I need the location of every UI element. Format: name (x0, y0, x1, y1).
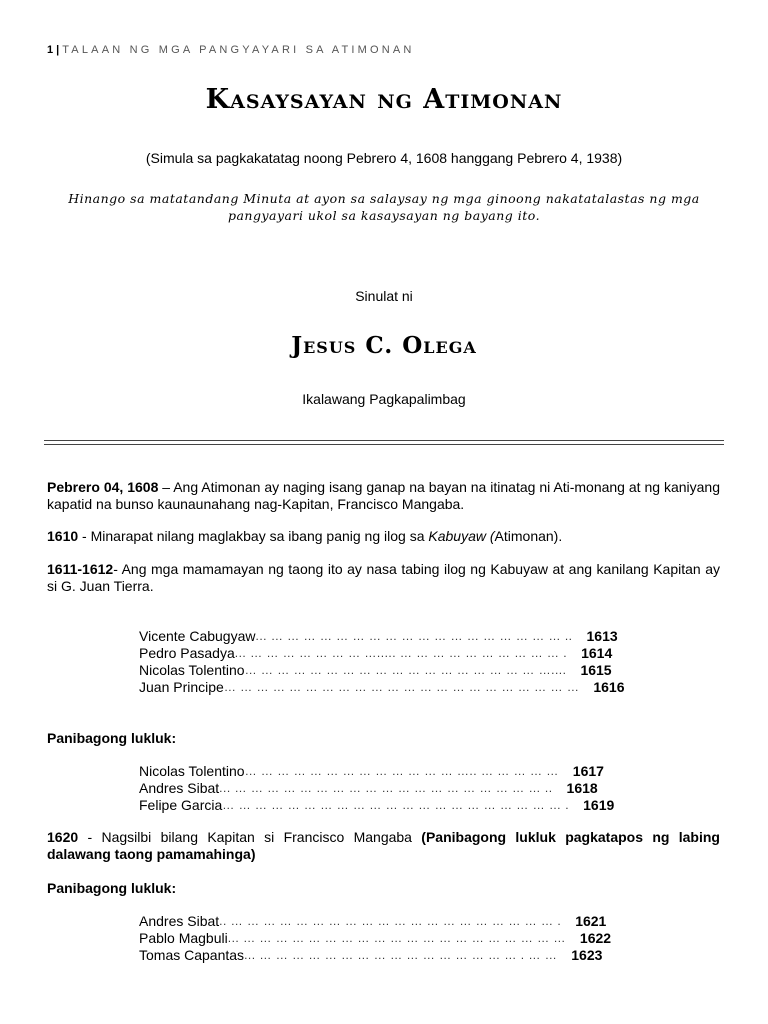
entry-note: (Panibagong lukluk pagkatapos ng labing dalawang taong pamamahinga) (47, 829, 720, 862)
captain-list-3 (139, 913, 612, 964)
dot-leader: ... … … … … … … … … … … … … … … … … … … … … (227, 931, 566, 945)
entry-text: - Nagsilbi bilang Kapitan si Francisco Mangaba (78, 829, 422, 845)
captain-name: Nicolas Tolentino (139, 763, 245, 779)
term-year: 1617 (572, 763, 604, 779)
captain-name: Felipe Garcia (139, 797, 223, 813)
list-item (139, 662, 612, 679)
entry-date: Pebrero 04, 1608 (47, 479, 159, 495)
term-year: 1614 (581, 645, 613, 661)
intro-note: Hinango sa matatandang Minuta at ayon sa salaysay ng mga ginoong nakatatalastas ng mga pangyayari ukol sa kasaysayan ng bayang ito. (68, 191, 700, 223)
author-name: Jesus C. Olega (291, 332, 477, 359)
byline: Sinulat ni (355, 288, 413, 304)
term-year: 1622 (579, 930, 612, 946)
running-header (47, 44, 415, 56)
dot-leader: .. … … … … … … … … … … … … … … … … … … … … . (219, 914, 562, 928)
captain-name: Pedro Pasadya (139, 645, 235, 661)
captain-name: Juan Principe (139, 679, 224, 695)
captain-name: Pablo Magbuli (139, 930, 228, 946)
term-year: 1621 (575, 913, 607, 929)
list-item (139, 679, 625, 696)
dot-leader: ... … … … … … … … … … … … … … … … … … … … .. (219, 781, 553, 795)
dot-leader: … … … … … … … … … … … … … ….. … … … … … (244, 764, 559, 778)
captain-name: Andres Sibat (139, 780, 220, 796)
entry-date: 1611-1612 (47, 561, 114, 577)
dot-leader: ... … … … … … … … …..... … … … … … … … … … … . (234, 646, 568, 660)
edition-label: Ikalawang Pagkapalimbag (302, 391, 466, 407)
entry-1608 (47, 479, 720, 513)
dot-leader: … … … … … … … … … … … … … … … … … … … … … . (222, 798, 570, 812)
term-year: 1616 (593, 679, 625, 695)
list-heading: Panibagong lukluk: (47, 730, 177, 746)
list-item (139, 645, 613, 662)
dot-leader: ... … … … … … … … … … … … … … … … … … … .. (255, 629, 573, 643)
list-item (139, 628, 618, 645)
entry-text: – Ang Atimonan ay naging isang ganap na bayan na itinatag ni Ati-monang at ng kaniyang kapatid na bunso kaunaunahang nag-Kapitan, Francisco Mangaba. (47, 479, 721, 512)
term-year: 1615 (580, 662, 612, 678)
list-item (139, 913, 607, 930)
list-item (139, 947, 603, 964)
dot-leader: ... … … … … … … … … … … … … … … … … . … … (244, 948, 558, 962)
term-year: 1618 (566, 780, 598, 796)
list-item (139, 797, 615, 814)
term-year: 1623 (571, 947, 603, 963)
captain-name: Tomas Capantas (139, 947, 245, 963)
captain-list-1 (139, 628, 625, 696)
captain-name: Andres Sibat (139, 913, 220, 929)
divider-rule-thin (44, 444, 724, 445)
document-title: Kasaysayan ng Atimonan (205, 84, 563, 115)
entry-text: - Minarapat nilang maglakbay sa ibang panig ng ilog sa (78, 528, 429, 544)
entry-1611 (47, 561, 720, 595)
entry-text-end: Atimonan). (494, 528, 563, 544)
divider-rule (44, 440, 724, 441)
captain-name: Nicolas Tolentino (139, 662, 245, 678)
dot-leader: … … … … … … … … … … … … … … … … … … … … … … (223, 680, 580, 694)
header-separator: | (56, 44, 60, 56)
term-year: 1613 (586, 628, 618, 644)
dot-leader: … … … … … … … … … … … … … … … … … … ….... (244, 663, 567, 677)
captain-name: Vicente Cabugyaw (139, 628, 256, 644)
list-item (139, 780, 599, 797)
entry-1620 (47, 829, 720, 863)
running-title: TALAAN NG MGA PANGYAYARI SA ATIMONAN (62, 44, 415, 56)
captain-list-2 (139, 763, 615, 814)
entry-date: 1610 (47, 528, 79, 544)
document-subtitle: (Simula sa pagkakatatag noong Pebrero 4, 1608 hanggang Pebrero 4, 1938) (145, 150, 623, 166)
list-heading: Panibagong lukluk: (47, 880, 177, 896)
entry-date: 1620 (47, 829, 79, 845)
list-item (139, 763, 604, 780)
entry-text: - Ang mga mamamayan ng taong ito ay nasa tabing ilog ng Kabuyaw at ang kanilang Kapitan ay si G. Juan Tierra. (47, 561, 720, 594)
term-year: 1619 (583, 797, 615, 813)
entry-1610 (47, 528, 720, 545)
entry-place: Kabuyaw ( (428, 528, 495, 544)
list-item (139, 930, 612, 947)
page-number: 1 (47, 44, 54, 56)
